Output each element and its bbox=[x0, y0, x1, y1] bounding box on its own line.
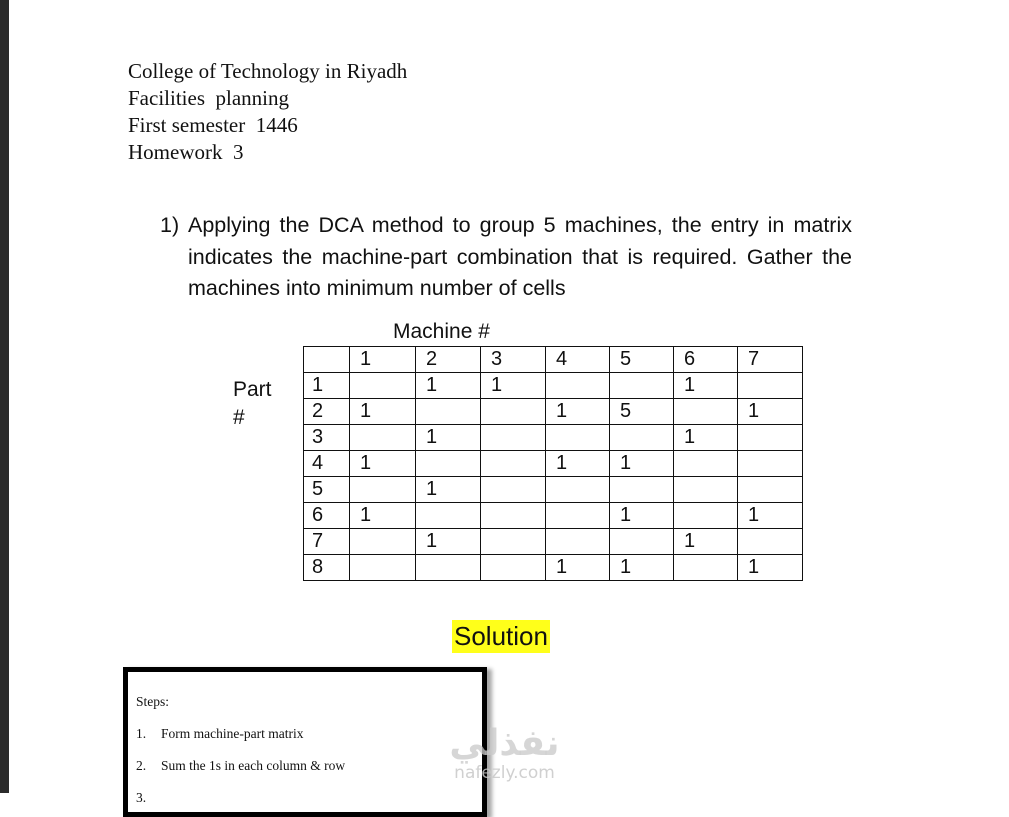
header-homework: Homework 3 bbox=[128, 140, 244, 164]
matrix-cell: 1 bbox=[674, 425, 738, 451]
part-number-cell: 3 bbox=[304, 425, 350, 451]
part-label-line2: # bbox=[233, 406, 245, 429]
part-number-cell: 5 bbox=[304, 477, 350, 503]
matrix-cell bbox=[546, 425, 610, 451]
question-text: Applying the DCA method to group 5 machines, the entry in matrix indicates the machine-part combination that is required. Gather the machines into minimum number of cells bbox=[188, 213, 852, 300]
matrix-cell bbox=[738, 529, 803, 555]
part-number-cell: 8 bbox=[304, 555, 350, 581]
matrix-cell: 1 bbox=[546, 555, 610, 581]
machine-number-cell: 2 bbox=[416, 347, 481, 373]
matrix-cell: 1 bbox=[610, 451, 674, 477]
matrix-cell bbox=[546, 373, 610, 399]
watermark-latin: nafezly.com bbox=[454, 763, 555, 783]
matrix-cell: 1 bbox=[350, 503, 416, 529]
matrix-cell: 1 bbox=[738, 503, 803, 529]
matrix-cell: 1 bbox=[674, 529, 738, 555]
matrix-row bbox=[304, 555, 803, 581]
machine-number-cell: 3 bbox=[481, 347, 546, 373]
matrix-cell: 1 bbox=[416, 529, 481, 555]
solution-heading: Solution bbox=[454, 621, 548, 651]
step-number: 2. bbox=[136, 758, 147, 773]
step-text: Sum the 1s in each column & row bbox=[161, 758, 346, 773]
matrix-cell bbox=[674, 555, 738, 581]
viewer-left-edge bbox=[0, 0, 9, 793]
matrix-cell bbox=[674, 399, 738, 425]
matrix-cell bbox=[350, 477, 416, 503]
step-number: 3. bbox=[136, 790, 147, 805]
matrix-cell bbox=[481, 425, 546, 451]
question-number: 1) bbox=[160, 213, 180, 237]
part-number-cell: 1 bbox=[304, 373, 350, 399]
matrix-corner-cell bbox=[304, 347, 350, 373]
matrix-cell bbox=[481, 529, 546, 555]
matrix-row bbox=[304, 529, 803, 555]
matrix-cell bbox=[481, 477, 546, 503]
matrix-row bbox=[304, 425, 803, 451]
matrix-cell: 1 bbox=[416, 373, 481, 399]
matrix-cell bbox=[674, 503, 738, 529]
header-college: College of Technology in Riyadh bbox=[128, 59, 408, 83]
matrix-cell bbox=[416, 399, 481, 425]
watermark-arabic: نفذلي bbox=[449, 723, 560, 764]
machine-number-cell: 1 bbox=[350, 347, 416, 373]
machine-number-cell: 4 bbox=[546, 347, 610, 373]
matrix-cell: 1 bbox=[416, 425, 481, 451]
matrix-cell bbox=[610, 477, 674, 503]
matrix-cell: 5 bbox=[610, 399, 674, 425]
machine-number-cell: 6 bbox=[674, 347, 738, 373]
part-number-cell: 4 bbox=[304, 451, 350, 477]
matrix-cell bbox=[481, 503, 546, 529]
header-course: Facilities planning bbox=[128, 86, 289, 110]
matrix-cell bbox=[350, 373, 416, 399]
part-number-cell: 7 bbox=[304, 529, 350, 555]
machine-number-cell: 7 bbox=[738, 347, 803, 373]
part-axis-label bbox=[233, 376, 272, 432]
matrix-cell bbox=[350, 529, 416, 555]
matrix-cell bbox=[610, 373, 674, 399]
steps-title: Steps: bbox=[136, 694, 170, 709]
matrix-cell bbox=[738, 477, 803, 503]
machine-axis-label: Machine # bbox=[393, 320, 490, 343]
matrix-cell: 1 bbox=[416, 477, 481, 503]
matrix-row bbox=[304, 399, 803, 425]
matrix-cell bbox=[481, 555, 546, 581]
matrix-cell bbox=[546, 477, 610, 503]
matrix-cell: 1 bbox=[350, 399, 416, 425]
question-1 bbox=[160, 210, 860, 305]
step-text: Form machine-part matrix bbox=[161, 726, 304, 741]
machine-part-matrix bbox=[303, 346, 803, 581]
matrix-cell bbox=[481, 451, 546, 477]
part-number-cell: 6 bbox=[304, 503, 350, 529]
matrix-cell: 1 bbox=[738, 555, 803, 581]
steps-box bbox=[123, 667, 487, 817]
matrix-cell bbox=[610, 425, 674, 451]
header-semester: First semester 1446 bbox=[128, 113, 298, 137]
matrix-row bbox=[304, 503, 803, 529]
matrix-row bbox=[304, 373, 803, 399]
matrix-header-row bbox=[304, 347, 803, 373]
part-number-cell: 2 bbox=[304, 399, 350, 425]
matrix-cell bbox=[350, 555, 416, 581]
matrix-cell: 1 bbox=[481, 373, 546, 399]
matrix-cell: 1 bbox=[546, 451, 610, 477]
step-item bbox=[136, 758, 345, 774]
machine-number-cell: 5 bbox=[610, 347, 674, 373]
matrix-cell bbox=[738, 373, 803, 399]
matrix-row bbox=[304, 477, 803, 503]
matrix-row bbox=[304, 451, 803, 477]
matrix-cell: 1 bbox=[610, 555, 674, 581]
step-item bbox=[136, 726, 303, 742]
matrix-cell bbox=[416, 503, 481, 529]
matrix-cell: 1 bbox=[546, 399, 610, 425]
matrix-cell: 1 bbox=[674, 373, 738, 399]
matrix-cell bbox=[738, 451, 803, 477]
matrix-cell bbox=[350, 425, 416, 451]
matrix-cell bbox=[416, 451, 481, 477]
matrix-cell bbox=[674, 451, 738, 477]
matrix-cell bbox=[416, 555, 481, 581]
step-number: 1. bbox=[136, 726, 147, 741]
document-header bbox=[128, 58, 407, 166]
matrix-cell bbox=[610, 529, 674, 555]
matrix-cell bbox=[546, 529, 610, 555]
matrix-cell bbox=[738, 425, 803, 451]
matrix-cell: 1 bbox=[738, 399, 803, 425]
matrix-cell: 1 bbox=[610, 503, 674, 529]
part-label-line1: Part bbox=[233, 378, 272, 401]
step-item bbox=[136, 790, 161, 806]
matrix-cell bbox=[481, 399, 546, 425]
matrix-cell bbox=[674, 477, 738, 503]
matrix-cell: 1 bbox=[350, 451, 416, 477]
matrix-cell bbox=[546, 503, 610, 529]
